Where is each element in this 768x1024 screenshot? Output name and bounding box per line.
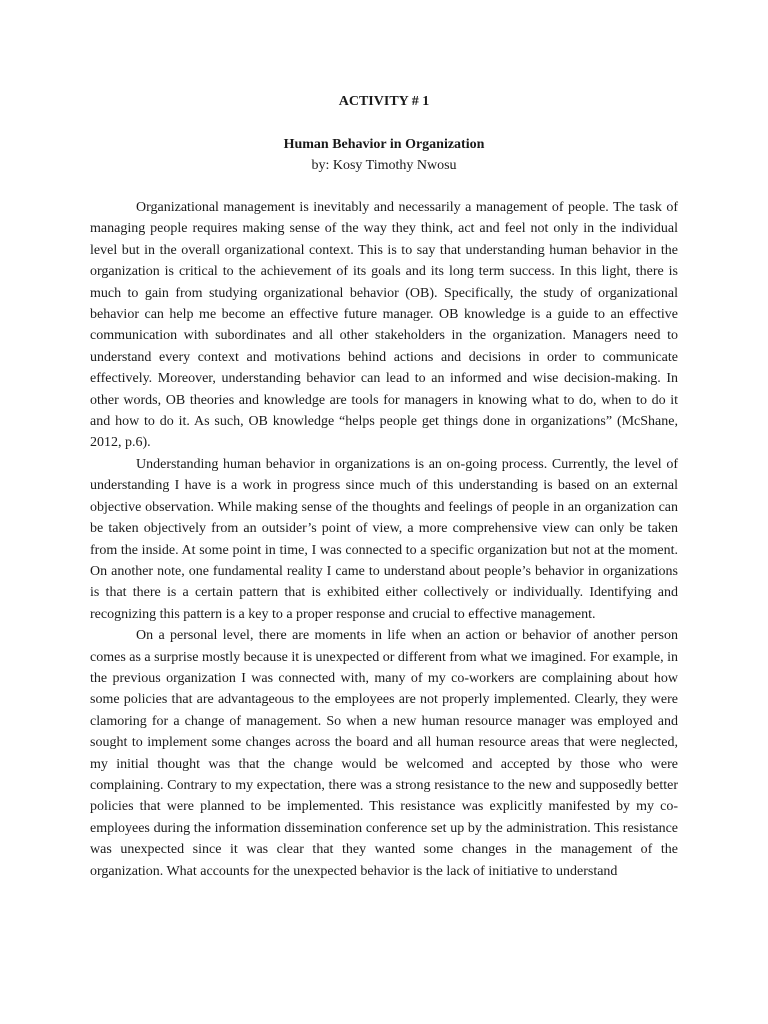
document-page (90, 92, 678, 882)
body-paragraph-3: On a personal level, there are moments in life when an action or behavior of another person comes as a surprise mostly because it is unexpected or different from what we imagined. For example, in the previous organization I was connected with, many of my co-workers are complaining about how some policies that are advantageous to the employees are not properly implemented. Clearly, they were clamoring for a change of management. So when a new human resource manager was employed and sought to implement some changes across the board and all human resource areas that were neglected, my initial thought was that the change would be welcomed and accepted by those who were complaining. Contrary to my expectation, there was a strong resistance to the new and supposedly better policies that were planned to be implemented. This resistance was explicitly manifested by my co-employees during the information dissemination conference set up by the administration. This resistance was unexpected since it was clear that they wanted some changes in the management of the organization. What accounts for the unexpected behavior is the lack of initiative to understand (90, 628, 678, 879)
document-title: Human Behavior in Organization (283, 137, 485, 152)
body-paragraph-2: Understanding human behavior in organizations is an on-going process. Currently, the level of understanding I have is a work in progress since much of this understanding is based on an external objective observation. While making sense of the thoughts and feelings of people in an organization can be taken objectively from an outsider’s point of view, a more comprehensive view can only be taken from the inside. At some point in time, I was connected to a specific organization but not at the moment. On another note, one fundamental reality I came to understand about people’s behavior in organizations is that there is a certain pattern that is exhibited either collectively or individually. Identifying and recognizing this pattern is a key to a proper response and crucial to effective management. (90, 456, 678, 622)
author-byline: by: Kosy Timothy Nwosu (311, 158, 457, 173)
activity-heading: ACTIVITY # 1 (338, 94, 430, 109)
body-paragraph-1: Organizational management is inevitably and necessarily a management of people. The task of managing people requires making sense of the way they think, act and feel not only in the individual level but in the overall organizational context. This is to say that understanding human behavior in the organization is critical to the achievement of its goals and its long term success. In this light, there is much to gain from studying organizational behavior (OB). Specifically, the study of organizational behavior can help me become an effective future manager. OB knowledge is a guide to an effective communication with subordinates and all other stakeholders in the organization. Managers need to understand every context and motivations behind actions and decisions in order to communicate effectively. Moreover, understanding behavior can lead to an informed and wise decision-making. In other words, OB theories and knowledge are tools for managers in knowing what to do, when to do it and how to do it. As such, OB knowledge “helps people get things done in organizations” (McShane, 2012, p.6). (90, 200, 678, 451)
